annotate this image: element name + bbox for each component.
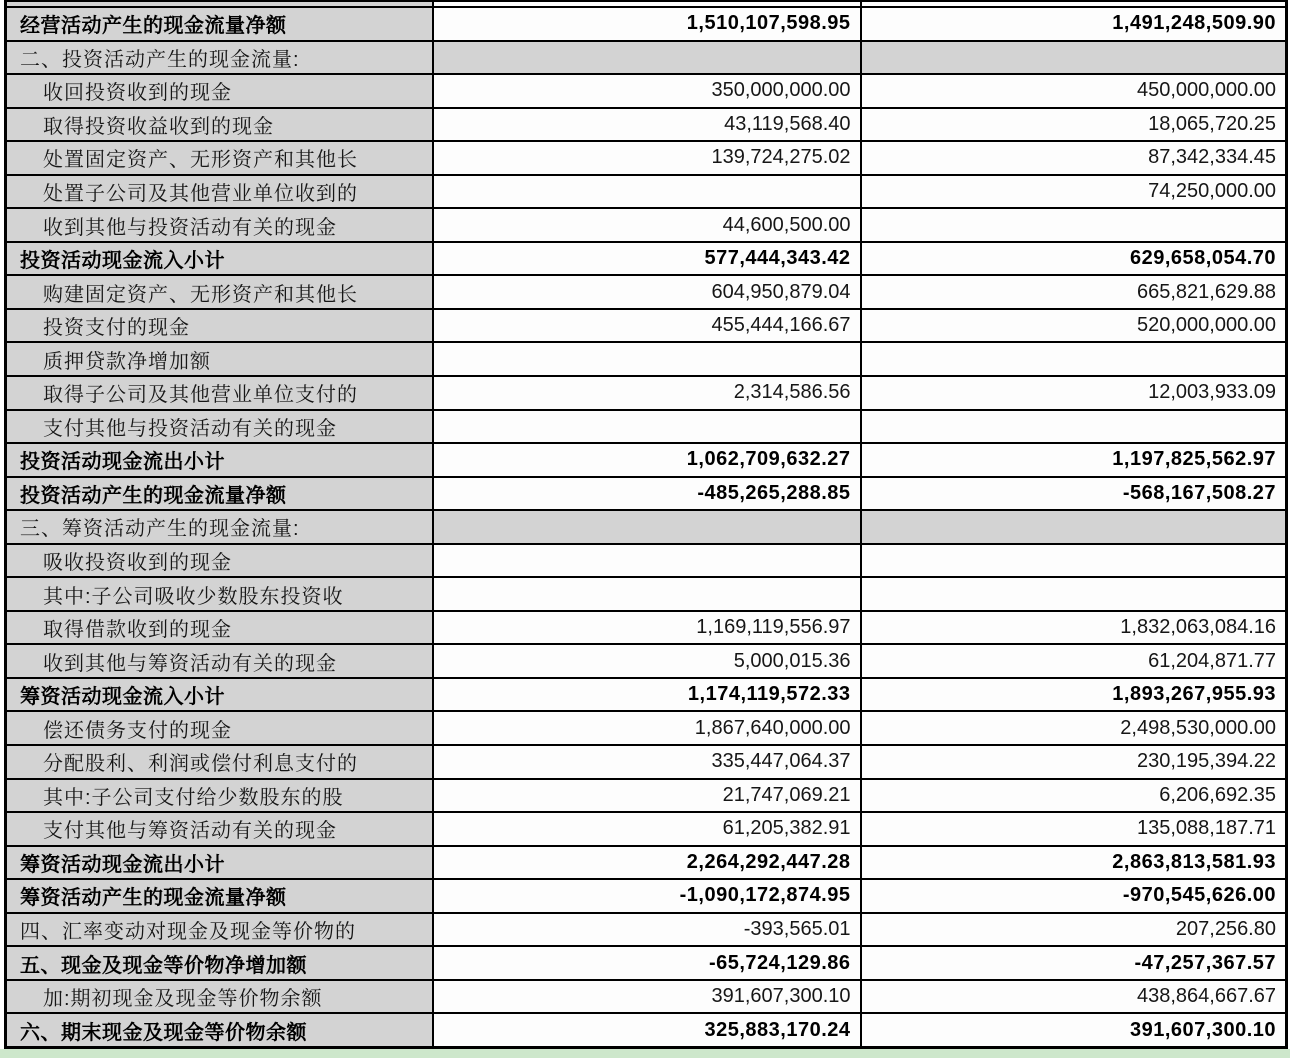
row-label: 经营活动产生的现金流量净额 [6,7,433,41]
table-row [6,208,1287,242]
table-row [6,74,1287,108]
row-value-prior-period: -568,167,508.27 [861,477,1287,511]
row-value-current-period: 44,600,500.00 [433,208,861,242]
row-value-current-period: 335,447,064.37 [433,745,861,779]
row-label: 其中:子公司吸收少数股东投资收 [6,577,433,611]
table-row [6,443,1287,477]
row-value-prior-period: 1,197,825,562.97 [861,443,1287,477]
row-label: 收到其他与投资活动有关的现金 [6,208,433,242]
row-value-current-period: 455,444,166.67 [433,309,861,343]
table-row [6,980,1287,1014]
row-value-prior-period: 450,000,000.00 [861,74,1287,108]
row-value-current-period [433,577,861,611]
row-label: 投资活动现金流入小计 [6,242,433,276]
row-label: 支付其他与投资活动有关的现金 [6,410,433,444]
table-row [6,577,1287,611]
row-value-current-period: 61,205,382.91 [433,812,861,846]
row-label: 投资支付的现金 [6,309,433,343]
row-value-current-period [433,41,861,75]
table-row [6,913,1287,947]
row-label: 投资活动产生的现金流量净额 [6,477,433,511]
row-value-current-period: -1,090,172,874.95 [433,879,861,913]
row-label: 收到其他与筹资活动有关的现金 [6,644,433,678]
row-label: 三、筹资活动产生的现金流量: [6,510,433,544]
row-value-prior-period: 2,863,813,581.93 [861,846,1287,880]
cash-flow-statement-table [4,0,1285,1049]
row-value-current-period: 43,119,568.40 [433,108,861,142]
row-value-prior-period: -47,257,367.57 [861,946,1287,980]
table-row [6,711,1287,745]
row-label: 处置子公司及其他营业单位收到的 [6,175,433,209]
row-value-prior-period [861,208,1287,242]
row-value-prior-period [861,410,1287,444]
row-value-prior-period: -970,545,626.00 [861,879,1287,913]
row-value-current-period: 1,062,709,632.27 [433,443,861,477]
row-label: 取得子公司及其他营业单位支付的 [6,376,433,410]
table-row [6,175,1287,209]
row-value-current-period: -65,724,129.86 [433,946,861,980]
row-value-current-period: 350,000,000.00 [433,74,861,108]
row-value-prior-period: 207,256.80 [861,913,1287,947]
row-value-current-period: 2,314,586.56 [433,376,861,410]
table-row [6,275,1287,309]
row-value-prior-period: 665,821,629.88 [861,275,1287,309]
table-row [6,510,1287,544]
row-value-prior-period: 74,250,000.00 [861,175,1287,209]
table-row [6,242,1287,276]
row-value-prior-period: 230,195,394.22 [861,745,1287,779]
row-value-prior-period: 87,342,334.45 [861,141,1287,175]
row-value-prior-period [861,342,1287,376]
row-value-prior-period: 438,864,667.67 [861,980,1287,1014]
row-value-prior-period: 629,658,054.70 [861,242,1287,276]
row-value-prior-period: 2,498,530,000.00 [861,711,1287,745]
row-value-prior-period: 12,003,933.09 [861,376,1287,410]
table-row [6,611,1287,645]
row-value-prior-period: 135,088,187.71 [861,812,1287,846]
row-value-prior-period: 18,065,720.25 [861,108,1287,142]
row-label: 偿还债务支付的现金 [6,711,433,745]
row-value-prior-period: 1,832,063,084.16 [861,611,1287,645]
row-label: 筹资活动产生的现金流量净额 [6,879,433,913]
row-label: 支付其他与筹资活动有关的现金 [6,812,433,846]
row-value-current-period: 139,724,275.02 [433,141,861,175]
row-value-current-period: 2,264,292,447.28 [433,846,861,880]
row-value-current-period: 5,000,015.36 [433,644,861,678]
row-label: 加:期初现金及现金等价物余额 [6,980,433,1014]
row-value-current-period: 577,444,343.42 [433,242,861,276]
table-row [6,41,1287,75]
row-label: 取得投资收益收到的现金 [6,108,433,142]
row-value-current-period: 1,510,107,598.95 [433,7,861,41]
row-value-current-period [433,175,861,209]
row-value-current-period: 1,867,640,000.00 [433,711,861,745]
table-row [6,7,1287,41]
row-label: 五、现金及现金等价物净增加额 [6,946,433,980]
table-row [6,846,1287,880]
row-value-current-period: 1,169,119,556.97 [433,611,861,645]
table-row [6,544,1287,578]
table-row [6,779,1287,813]
row-label: 筹资活动现金流出小计 [6,846,433,880]
row-label: 质押贷款净增加额 [6,342,433,376]
table-row [6,309,1287,343]
row-value-current-period: -485,265,288.85 [433,477,861,511]
table-row [6,141,1287,175]
row-value-current-period: 325,883,170.24 [433,1013,861,1047]
row-label: 投资活动现金流出小计 [6,443,433,477]
table-row [6,108,1287,142]
row-label: 六、期末现金及现金等价物余额 [6,1013,433,1047]
row-value-current-period [433,510,861,544]
page-background-edge [0,1049,1290,1058]
row-value-prior-period [861,577,1287,611]
row-value-prior-period: 61,204,871.77 [861,644,1287,678]
row-value-prior-period [861,41,1287,75]
row-label: 收回投资收到的现金 [6,74,433,108]
table-row [6,477,1287,511]
row-label: 筹资活动现金流入小计 [6,678,433,712]
row-value-prior-period [861,544,1287,578]
table-row [6,410,1287,444]
row-label: 四、汇率变动对现金及现金等价物的 [6,913,433,947]
row-value-prior-period: 391,607,300.10 [861,1013,1287,1047]
row-label: 购建固定资产、无形资产和其他长 [6,275,433,309]
table-row [6,745,1287,779]
cash-flow-table [4,0,1288,1049]
table-row [6,644,1287,678]
row-label: 取得借款收到的现金 [6,611,433,645]
row-value-prior-period [861,510,1287,544]
row-value-current-period: 1,174,119,572.33 [433,678,861,712]
row-value-current-period [433,544,861,578]
row-value-current-period [433,342,861,376]
table-row [6,376,1287,410]
row-label: 二、投资活动产生的现金流量: [6,41,433,75]
row-value-current-period [433,410,861,444]
row-value-current-period: 21,747,069.21 [433,779,861,813]
table-row [6,678,1287,712]
row-value-current-period: 604,950,879.04 [433,275,861,309]
row-value-current-period: -393,565.01 [433,913,861,947]
table-row [6,342,1287,376]
row-value-current-period: 391,607,300.10 [433,980,861,1014]
row-label: 吸收投资收到的现金 [6,544,433,578]
table-row [6,812,1287,846]
row-value-prior-period: 520,000,000.00 [861,309,1287,343]
row-label: 分配股利、利润或偿付利息支付的 [6,745,433,779]
row-label: 处置固定资产、无形资产和其他长 [6,141,433,175]
table-row [6,879,1287,913]
row-value-prior-period: 6,206,692.35 [861,779,1287,813]
row-label: 其中:子公司支付给少数股东的股 [6,779,433,813]
table-row [6,946,1287,980]
table-row [6,1013,1287,1047]
row-value-prior-period: 1,491,248,509.90 [861,7,1287,41]
row-value-prior-period: 1,893,267,955.93 [861,678,1287,712]
